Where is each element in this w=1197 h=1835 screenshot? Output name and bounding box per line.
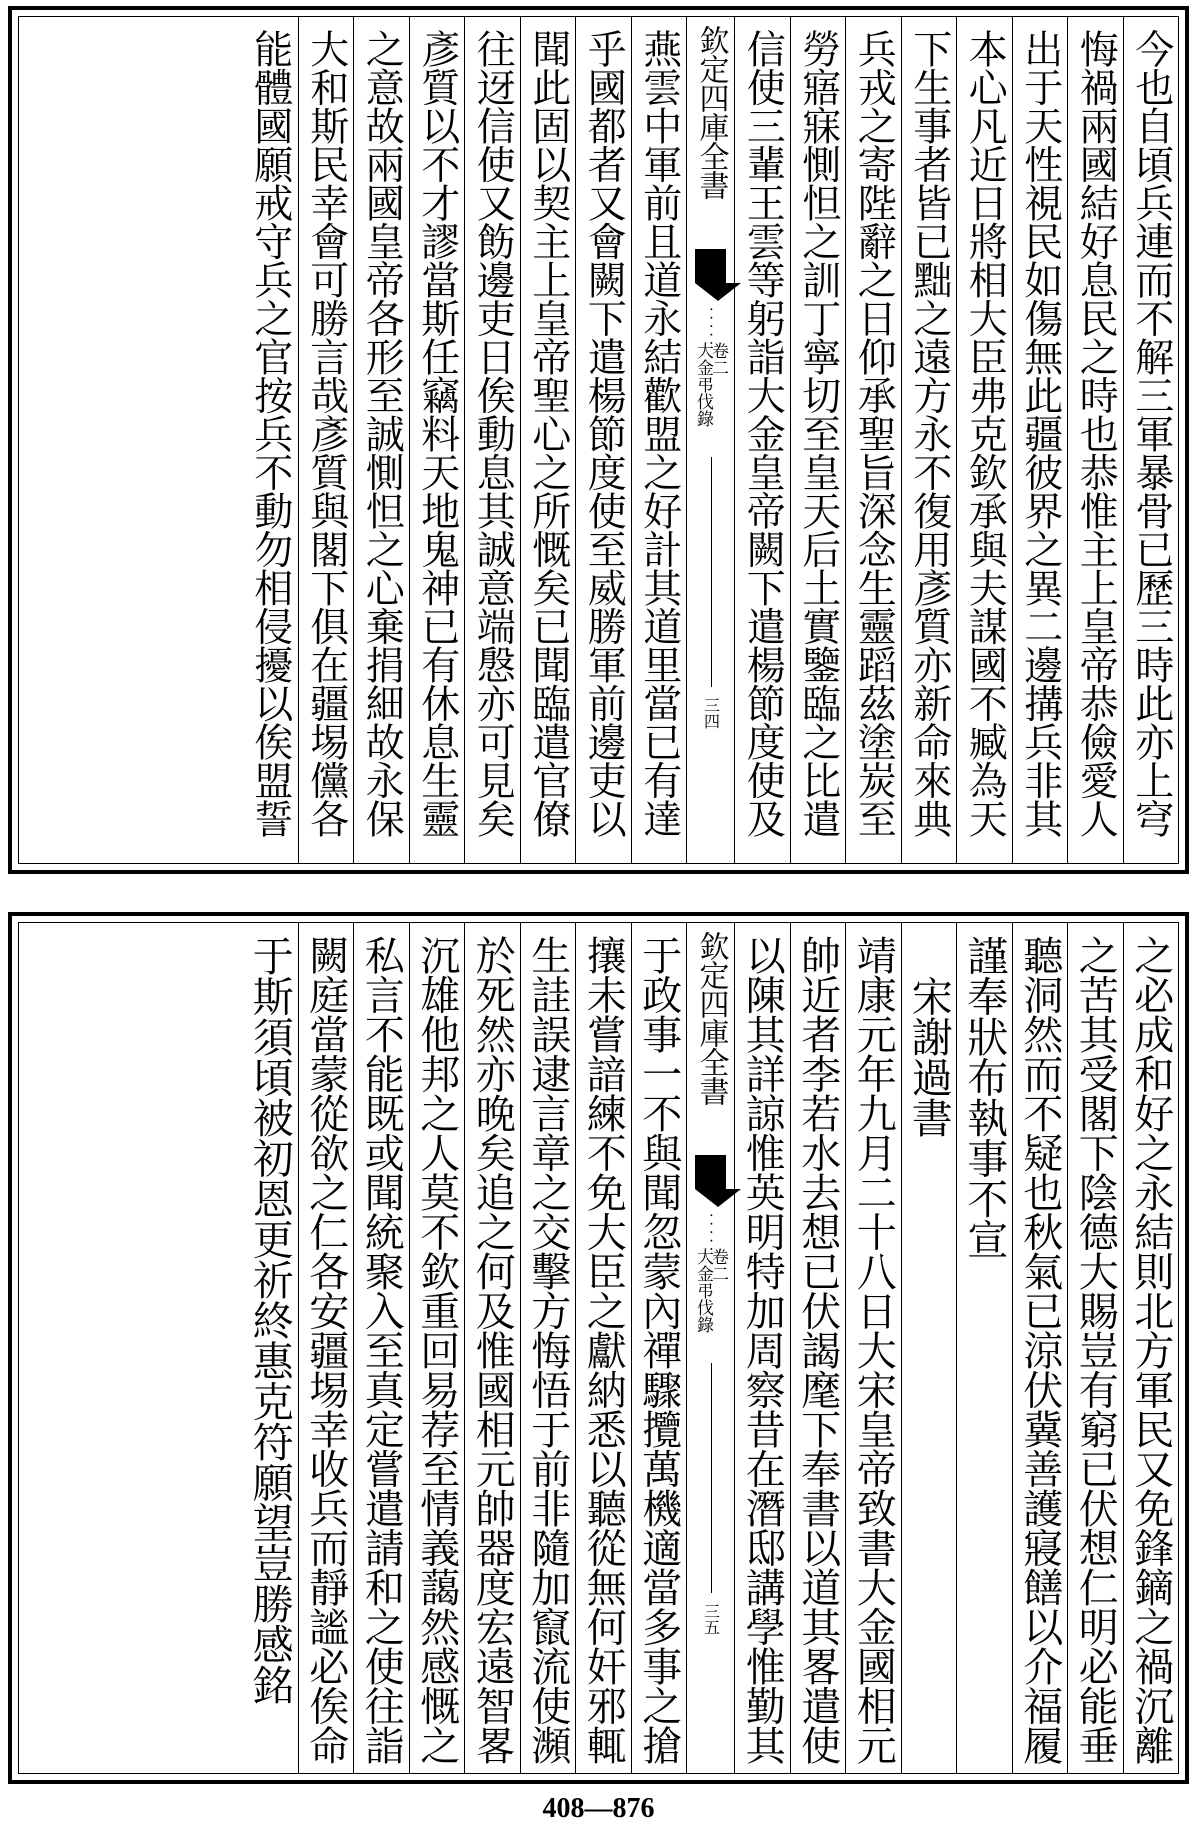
text-column (901, 17, 957, 863)
bottom-page-frame (8, 912, 1189, 1784)
text-column (845, 923, 901, 1773)
page-number: 三四 (701, 697, 721, 729)
text-column (1067, 17, 1123, 863)
column-text: 之意故兩國皇帝各形至誠惻怛之心棄捐細故永保 (359, 29, 405, 838)
text-column (1067, 923, 1123, 1773)
center-gutter (686, 923, 734, 1773)
column-text: 靖康元年九月二十八日大宋皇帝致書大金國相元 (850, 935, 897, 1765)
text-column (734, 923, 790, 1773)
top-page-columns (19, 17, 1178, 863)
text-column (1123, 17, 1179, 863)
fish-tail-mark (695, 1155, 726, 1189)
column-text: 之苦其受閣下陰德大賜豈有窮已伏想仁明必能垂 (1072, 935, 1119, 1765)
column-text: 乎國都者又會闕下遣楊節度使至威勝軍前邊吏以 (581, 29, 627, 838)
column-text: 彥質以不才謬當斯任竊料天地鬼神已有休息生靈 (414, 29, 460, 838)
column-text: 能體國願戒守兵之官按兵不動勿相侵擾以俟盟誓 (247, 29, 293, 838)
text-column (353, 17, 409, 863)
column-text: 信使三輩王雲等躬詣大金皇帝闕下遣楊節度使及 (740, 29, 786, 838)
column-text: 燕雲中軍前且道永結歡盟之好計其道里當已有達 (636, 29, 682, 838)
column-text: 沉雄他邦之人莫不欽重回易荐至情義藹然感慨之 (413, 935, 460, 1765)
text-column (575, 17, 631, 863)
text-column (520, 923, 576, 1773)
text-column (631, 17, 687, 863)
juan-number: 卷二 (708, 342, 728, 376)
text-column (242, 923, 298, 1773)
juan-number: 卷二 (708, 1248, 728, 1282)
dotted-rule: ····· (702, 307, 719, 350)
text-column (1012, 923, 1068, 1773)
bottom-page-inner-border (18, 922, 1179, 1774)
book-title: 欽定四庫全書 (693, 931, 729, 1105)
text-column (409, 17, 465, 863)
column-text: 出于天性視民如傷無此疆彼界之異二邊搆兵非其 (1017, 29, 1063, 838)
column-text: 聽洞然而不疑也秋氣已涼伏冀善護寢饍以介福履 (1016, 935, 1063, 1765)
text-column (298, 17, 354, 863)
volume-page-number: 408—876 (542, 1793, 655, 1824)
column-text: 下生事者皆已黜之遠方永不復用彥質亦新命來典 (906, 29, 952, 838)
column-text: 私言不能既或聞統聚入至真定嘗遣請和之使往詣 (358, 935, 405, 1765)
page-number: 三五 (701, 1603, 721, 1635)
gutter-rule (711, 1363, 712, 1593)
gutter-rule (711, 457, 712, 687)
column-text: 聞此固以契主上皇帝聖心之所慨矣已聞臨遣官僚 (525, 29, 571, 838)
center-gutter (686, 17, 734, 863)
dotted-rule: ····· (702, 1213, 719, 1256)
text-column (298, 923, 354, 1773)
column-text: 兵戎之寄陛辭之日仰承聖旨深念生靈蹈茲塗炭至 (851, 29, 897, 838)
text-column (790, 17, 846, 863)
text-column (1012, 17, 1068, 863)
column-text: 于政事一不與聞忽蒙內禪驟攬萬機適當多事之搶 (635, 935, 682, 1765)
column-text: 於死然亦晚矣追之何及惟國相元帥器度宏遠智畧 (469, 935, 516, 1765)
text-column (242, 17, 298, 863)
text-column (520, 17, 576, 863)
column-text: 謹奉狀布執事不宣 (960, 935, 1009, 1259)
book-title: 欽定四庫全書 (693, 25, 729, 199)
text-column (464, 923, 520, 1773)
text-column (1123, 923, 1179, 1773)
book-subtitle: 大金弔伐錄 (693, 342, 713, 427)
column-text: 之必成和好之永結則北方軍民又免鋒鏑之禍沉離 (1127, 935, 1174, 1765)
column-text: 攘未嘗諳練不免大臣之獻納悉以聽從無何奸邪輒 (580, 935, 627, 1765)
book-subtitle: 大金弔伐錄 (693, 1248, 713, 1333)
column-text: 生詿誤逮言章之交擊方悔悟于前非隨加竄流使瀕 (524, 935, 571, 1765)
column-text: 帥近者李若水去想已伏謁麾下奉書以道其畧遣使 (794, 935, 841, 1765)
column-text: 悔禍兩國結好息民之時也恭惟主上皇帝恭儉愛人 (1073, 29, 1119, 838)
text-column (790, 923, 846, 1773)
text-column (409, 923, 465, 1773)
column-text: 闕庭當蒙從欲之仁各安疆埸幸收兵而靜謐必俟命 (302, 935, 349, 1765)
top-page-inner-border (18, 16, 1179, 864)
column-text: 往迓信使又飭邊吏日俟動息其誠意端慇亦可見矣 (470, 29, 516, 838)
column-text: 今也自頃兵連而不解三軍暴骨已歷三時此亦上穹 (1128, 29, 1174, 838)
text-column (901, 923, 957, 1773)
column-text: 本心凡近日將相大臣弗克欽承與夫謀國不臧為天 (962, 29, 1008, 838)
text-column (845, 17, 901, 863)
text-column (631, 923, 687, 1773)
bottom-page-columns (19, 923, 1178, 1773)
column-text: 于斯須頃被初恩更祈終惠克符願望豈勝感銘 (245, 935, 294, 1705)
column-text: 大和斯民幸會可勝言哉彥質與閣下俱在疆埸儻各 (303, 29, 349, 838)
text-column (956, 17, 1012, 863)
text-column (575, 923, 631, 1773)
column-text: 勞寤寐惻怛之訓丁寧切至皇天后土實鑒臨之比遣 (795, 29, 841, 838)
text-column (464, 17, 520, 863)
column-text: 宋謝過書 (904, 935, 953, 1138)
text-column (734, 17, 790, 863)
fish-tail-mark (695, 249, 726, 283)
text-column (956, 923, 1012, 1773)
top-page-frame (8, 6, 1189, 874)
text-column (353, 923, 409, 1773)
column-text: 以陳其詳諒惟英明特加周察昔在潛邸講學惟勤其 (739, 935, 786, 1765)
